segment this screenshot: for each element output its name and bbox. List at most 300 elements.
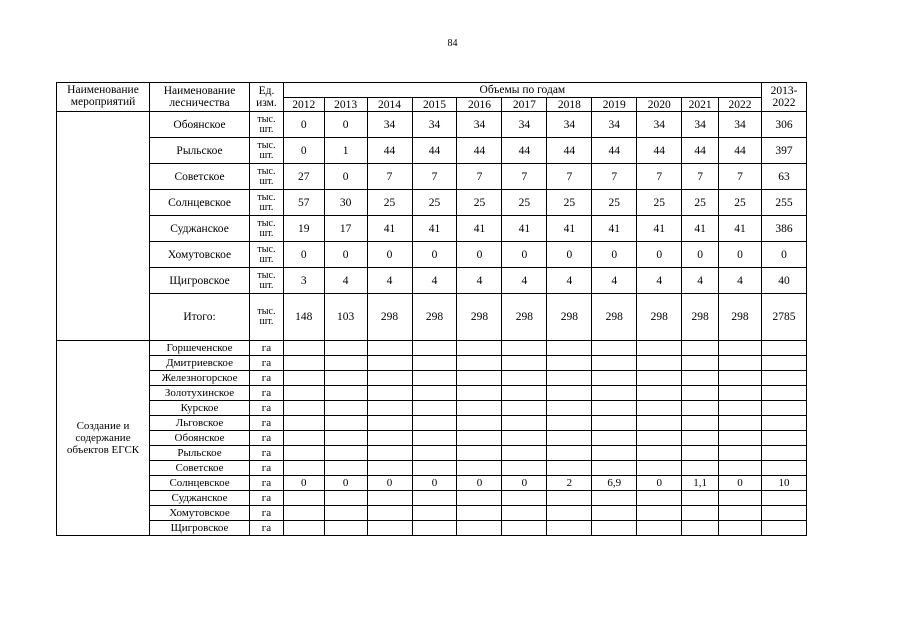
value-cell: 7 xyxy=(412,164,457,190)
forestry-name: Солнцевское xyxy=(149,476,249,491)
value-cell xyxy=(682,356,719,371)
value-cell xyxy=(592,461,637,476)
value-cell: 0 xyxy=(502,476,547,491)
value-cell: 25 xyxy=(547,190,592,216)
value-cell xyxy=(592,386,637,401)
value-cell: 25 xyxy=(592,190,637,216)
table-row xyxy=(57,386,807,401)
value-cell xyxy=(324,446,367,461)
unit-line1: тыс. xyxy=(257,243,276,255)
total-value-cell: 103 xyxy=(324,294,367,341)
value-cell xyxy=(457,521,502,536)
value-cell: 1,1 xyxy=(682,476,719,491)
value-cell: 44 xyxy=(637,138,682,164)
table-row xyxy=(57,431,807,446)
value-cell xyxy=(719,491,762,506)
value-cell: 41 xyxy=(547,216,592,242)
value-cell: 44 xyxy=(547,138,592,164)
value-cell xyxy=(637,371,682,386)
value-cell xyxy=(719,386,762,401)
value-cell: 34 xyxy=(502,112,547,138)
value-cell xyxy=(682,431,719,446)
value-cell: 4 xyxy=(457,268,502,294)
header-forestry-line2: лесничества xyxy=(169,97,230,109)
value-cell: 4 xyxy=(637,268,682,294)
value-cell xyxy=(547,506,592,521)
value-cell xyxy=(547,416,592,431)
unit-line1: тыс. xyxy=(257,306,276,317)
value-cell xyxy=(502,416,547,431)
value-cell: 44 xyxy=(592,138,637,164)
value-cell: 25 xyxy=(637,190,682,216)
section2-activity-line3: объектов ЕГСК xyxy=(66,444,140,456)
row-total-cell xyxy=(761,506,806,521)
value-cell: 0 xyxy=(592,242,637,268)
value-cell xyxy=(283,491,324,506)
header-activity-line1: Наименование xyxy=(67,84,139,96)
header-total-period xyxy=(761,83,806,112)
value-cell xyxy=(502,401,547,416)
value-cell: 41 xyxy=(457,216,502,242)
value-cell xyxy=(283,521,324,536)
value-cell: 0 xyxy=(547,242,592,268)
value-cell: 34 xyxy=(457,112,502,138)
value-cell: 0 xyxy=(682,242,719,268)
table-row xyxy=(57,371,807,386)
value-cell xyxy=(637,506,682,521)
unit-cell: га xyxy=(250,386,284,401)
forestry-name: Суджанское xyxy=(149,216,249,242)
value-cell xyxy=(547,461,592,476)
value-cell xyxy=(283,431,324,446)
total-value-cell: 298 xyxy=(637,294,682,341)
value-cell xyxy=(502,446,547,461)
value-cell xyxy=(547,386,592,401)
unit-cell xyxy=(250,112,284,138)
value-cell xyxy=(502,506,547,521)
value-cell xyxy=(592,401,637,416)
value-cell: 4 xyxy=(324,268,367,294)
value-cell xyxy=(637,401,682,416)
unit-line2: шт. xyxy=(259,149,274,161)
value-cell xyxy=(682,371,719,386)
value-cell xyxy=(457,506,502,521)
value-cell xyxy=(367,461,412,476)
year-header: 2013 xyxy=(324,98,367,112)
unit-cell: га xyxy=(250,521,284,536)
value-cell: 34 xyxy=(547,112,592,138)
value-cell xyxy=(682,401,719,416)
value-cell: 0 xyxy=(324,242,367,268)
value-cell: 0 xyxy=(324,164,367,190)
unit-cell: га xyxy=(250,476,284,491)
value-cell: 0 xyxy=(412,476,457,491)
row-total-cell: 63 xyxy=(761,164,806,190)
unit-line1: тыс. xyxy=(257,191,276,203)
value-cell xyxy=(412,431,457,446)
value-cell xyxy=(547,341,592,356)
value-cell xyxy=(367,341,412,356)
value-cell xyxy=(682,341,719,356)
value-cell xyxy=(324,491,367,506)
value-cell xyxy=(457,371,502,386)
forestry-name: Льговское xyxy=(149,416,249,431)
unit-cell: га xyxy=(250,416,284,431)
value-cell: 19 xyxy=(283,216,324,242)
total-label: Итого: xyxy=(149,294,249,341)
value-cell xyxy=(412,446,457,461)
value-cell xyxy=(719,401,762,416)
value-cell xyxy=(592,416,637,431)
unit-line2: шт. xyxy=(259,175,274,187)
value-cell: 0 xyxy=(367,476,412,491)
year-header: 2012 xyxy=(283,98,324,112)
value-cell: 34 xyxy=(412,112,457,138)
header-forestry xyxy=(149,83,249,112)
value-cell: 0 xyxy=(502,242,547,268)
unit-line1: тыс. xyxy=(257,113,276,125)
forestry-name: Горшеченское xyxy=(149,341,249,356)
value-cell: 25 xyxy=(412,190,457,216)
table-row xyxy=(57,401,807,416)
section2-activity-cell xyxy=(57,341,150,536)
row-total-cell xyxy=(761,416,806,431)
table-row xyxy=(57,521,807,536)
unit-cell: га xyxy=(250,431,284,446)
value-cell xyxy=(324,341,367,356)
value-cell: 7 xyxy=(502,164,547,190)
unit-cell: га xyxy=(250,446,284,461)
value-cell: 34 xyxy=(719,112,762,138)
table-row xyxy=(57,446,807,461)
value-cell xyxy=(502,461,547,476)
unit-cell xyxy=(250,294,284,341)
value-cell: 0 xyxy=(283,112,324,138)
value-cell xyxy=(283,386,324,401)
total-value-cell: 298 xyxy=(719,294,762,341)
value-cell xyxy=(502,386,547,401)
value-cell xyxy=(637,446,682,461)
value-cell xyxy=(682,446,719,461)
year-header: 2018 xyxy=(547,98,592,112)
value-cell xyxy=(367,431,412,446)
value-cell: 7 xyxy=(457,164,502,190)
row-total-cell: 10 xyxy=(761,476,806,491)
value-cell: 4 xyxy=(682,268,719,294)
value-cell xyxy=(547,521,592,536)
value-cell: 0 xyxy=(719,242,762,268)
value-cell xyxy=(592,521,637,536)
row-total-cell: 0 xyxy=(761,242,806,268)
value-cell: 4 xyxy=(719,268,762,294)
section2-activity-line2: содержание xyxy=(75,432,131,444)
value-cell: 44 xyxy=(367,138,412,164)
year-header: 2016 xyxy=(457,98,502,112)
forestry-name: Обоянское xyxy=(149,431,249,446)
forestry-name: Рыльское xyxy=(149,446,249,461)
year-header: 2021 xyxy=(682,98,719,112)
value-cell xyxy=(283,506,324,521)
table-row xyxy=(57,216,807,242)
header-forestry-line1: Наименование xyxy=(163,85,236,97)
unit-cell: га xyxy=(250,356,284,371)
value-cell: 7 xyxy=(367,164,412,190)
unit-cell xyxy=(250,216,284,242)
value-cell xyxy=(719,521,762,536)
value-cell: 34 xyxy=(682,112,719,138)
value-cell xyxy=(283,341,324,356)
value-cell xyxy=(637,356,682,371)
value-cell: 7 xyxy=(682,164,719,190)
forestry-name: Щигровское xyxy=(149,268,249,294)
value-cell xyxy=(412,371,457,386)
value-cell: 41 xyxy=(502,216,547,242)
value-cell: 4 xyxy=(592,268,637,294)
year-header: 2015 xyxy=(412,98,457,112)
value-cell xyxy=(412,341,457,356)
year-header: 2022 xyxy=(719,98,762,112)
table-row xyxy=(57,242,807,268)
value-cell xyxy=(719,341,762,356)
value-cell xyxy=(547,431,592,446)
header-activity-line2: мероприятий xyxy=(70,96,136,108)
unit-line1: тыс. xyxy=(257,165,276,177)
value-cell: 25 xyxy=(682,190,719,216)
value-cell: 4 xyxy=(412,268,457,294)
value-cell xyxy=(682,491,719,506)
value-cell xyxy=(412,386,457,401)
value-cell: 44 xyxy=(502,138,547,164)
value-cell xyxy=(502,521,547,536)
value-cell xyxy=(283,461,324,476)
forestry-name: Золотухинское xyxy=(149,386,249,401)
unit-cell: га xyxy=(250,461,284,476)
forestry-volumes-table xyxy=(56,82,807,536)
value-cell xyxy=(283,446,324,461)
value-cell: 2 xyxy=(547,476,592,491)
value-cell xyxy=(682,506,719,521)
unit-cell: га xyxy=(250,506,284,521)
value-cell: 7 xyxy=(547,164,592,190)
value-cell: 0 xyxy=(719,476,762,491)
value-cell xyxy=(637,521,682,536)
value-cell: 4 xyxy=(547,268,592,294)
row-total-cell xyxy=(761,431,806,446)
unit-line2: шт. xyxy=(259,227,274,239)
forestry-name: Железногорское xyxy=(149,371,249,386)
value-cell: 0 xyxy=(324,112,367,138)
table-row xyxy=(57,476,807,491)
forestry-name: Дмитриевское xyxy=(149,356,249,371)
forestry-name: Хомутовское xyxy=(149,506,249,521)
header-unit-line2: изм. xyxy=(256,97,277,109)
value-cell: 44 xyxy=(457,138,502,164)
header-unit xyxy=(250,83,284,112)
value-cell: 44 xyxy=(412,138,457,164)
header-total-line2: 2022 xyxy=(772,97,796,109)
value-cell: 0 xyxy=(324,476,367,491)
value-cell: 25 xyxy=(367,190,412,216)
table-row xyxy=(57,164,807,190)
value-cell xyxy=(637,461,682,476)
row-total-cell xyxy=(761,521,806,536)
value-cell xyxy=(412,416,457,431)
table-body xyxy=(57,83,807,536)
table-row xyxy=(57,341,807,356)
table-row xyxy=(57,138,807,164)
value-cell xyxy=(719,506,762,521)
unit-cell: га xyxy=(250,491,284,506)
value-cell xyxy=(682,461,719,476)
value-cell: 41 xyxy=(637,216,682,242)
value-cell xyxy=(592,341,637,356)
unit-line2: шт. xyxy=(259,316,274,327)
total-row xyxy=(57,294,807,341)
forestry-name: Советское xyxy=(149,164,249,190)
value-cell: 0 xyxy=(457,242,502,268)
value-cell xyxy=(637,386,682,401)
forestry-name: Суджанское xyxy=(149,491,249,506)
value-cell: 4 xyxy=(502,268,547,294)
value-cell: 44 xyxy=(682,138,719,164)
total-value-cell: 298 xyxy=(682,294,719,341)
value-cell: 6,9 xyxy=(592,476,637,491)
table-row xyxy=(57,190,807,216)
value-cell xyxy=(502,356,547,371)
table-row xyxy=(57,112,807,138)
value-cell: 1 xyxy=(324,138,367,164)
value-cell xyxy=(324,356,367,371)
value-cell xyxy=(719,446,762,461)
total-value-cell: 298 xyxy=(502,294,547,341)
value-cell xyxy=(324,461,367,476)
section1-activity-cell xyxy=(57,112,150,341)
total-value-cell: 298 xyxy=(547,294,592,341)
value-cell xyxy=(367,401,412,416)
value-cell xyxy=(682,386,719,401)
value-cell xyxy=(283,416,324,431)
value-cell xyxy=(592,371,637,386)
value-cell xyxy=(719,416,762,431)
year-header: 2014 xyxy=(367,98,412,112)
value-cell xyxy=(324,371,367,386)
value-cell xyxy=(719,356,762,371)
page-number: 84 xyxy=(447,38,458,49)
unit-line1: тыс. xyxy=(257,139,276,151)
unit-cell: га xyxy=(250,371,284,386)
value-cell xyxy=(637,416,682,431)
value-cell xyxy=(592,446,637,461)
value-cell xyxy=(547,401,592,416)
row-total-cell: 397 xyxy=(761,138,806,164)
unit-line2: шт. xyxy=(259,123,274,135)
forestry-name: Обоянское xyxy=(149,112,249,138)
value-cell xyxy=(412,491,457,506)
value-cell xyxy=(367,491,412,506)
value-cell xyxy=(324,416,367,431)
row-total-cell: 255 xyxy=(761,190,806,216)
row-total-cell xyxy=(761,341,806,356)
row-total-cell xyxy=(761,356,806,371)
value-cell: 25 xyxy=(457,190,502,216)
header-row-1 xyxy=(57,83,807,98)
value-cell: 41 xyxy=(682,216,719,242)
unit-cell xyxy=(250,190,284,216)
value-cell xyxy=(367,416,412,431)
value-cell: 7 xyxy=(637,164,682,190)
value-cell: 34 xyxy=(637,112,682,138)
value-cell: 7 xyxy=(592,164,637,190)
forestry-name: Щигровское xyxy=(149,521,249,536)
value-cell xyxy=(412,506,457,521)
value-cell xyxy=(324,506,367,521)
value-cell xyxy=(719,461,762,476)
value-cell: 4 xyxy=(367,268,412,294)
section2-activity-line1: Создание и xyxy=(76,420,130,432)
value-cell xyxy=(412,401,457,416)
unit-line2: шт. xyxy=(259,253,274,265)
value-cell: 0 xyxy=(412,242,457,268)
value-cell xyxy=(637,341,682,356)
table-row xyxy=(57,491,807,506)
header-total-line1: 2013- xyxy=(770,85,798,97)
unit-cell xyxy=(250,164,284,190)
value-cell xyxy=(637,431,682,446)
forestry-name: Советское xyxy=(149,461,249,476)
row-total-cell xyxy=(761,386,806,401)
value-cell xyxy=(592,431,637,446)
row-total-cell xyxy=(761,446,806,461)
value-cell xyxy=(547,371,592,386)
value-cell xyxy=(682,416,719,431)
value-cell xyxy=(324,386,367,401)
value-cell xyxy=(324,521,367,536)
forestry-name: Рыльское xyxy=(149,138,249,164)
total-value-cell: 148 xyxy=(283,294,324,341)
total-value-cell: 298 xyxy=(412,294,457,341)
value-cell: 30 xyxy=(324,190,367,216)
value-cell xyxy=(502,341,547,356)
total-value-cell: 298 xyxy=(367,294,412,341)
header-volumes-by-year: Объемы по годам xyxy=(283,83,761,98)
value-cell xyxy=(592,491,637,506)
table-row xyxy=(57,268,807,294)
value-cell xyxy=(547,491,592,506)
value-cell: 17 xyxy=(324,216,367,242)
value-cell: 0 xyxy=(637,476,682,491)
value-cell: 57 xyxy=(283,190,324,216)
value-cell xyxy=(367,356,412,371)
row-total-cell xyxy=(761,401,806,416)
unit-cell: га xyxy=(250,401,284,416)
value-cell: 0 xyxy=(283,242,324,268)
value-cell xyxy=(592,356,637,371)
row-total-cell: 40 xyxy=(761,268,806,294)
unit-cell xyxy=(250,138,284,164)
value-cell xyxy=(457,491,502,506)
value-cell xyxy=(367,371,412,386)
value-cell xyxy=(457,431,502,446)
table-row xyxy=(57,356,807,371)
unit-line1: тыс. xyxy=(257,217,276,229)
value-cell xyxy=(283,371,324,386)
value-cell xyxy=(367,386,412,401)
value-cell: 0 xyxy=(283,138,324,164)
value-cell xyxy=(283,356,324,371)
year-header: 2020 xyxy=(637,98,682,112)
unit-cell: га xyxy=(250,341,284,356)
value-cell xyxy=(324,401,367,416)
